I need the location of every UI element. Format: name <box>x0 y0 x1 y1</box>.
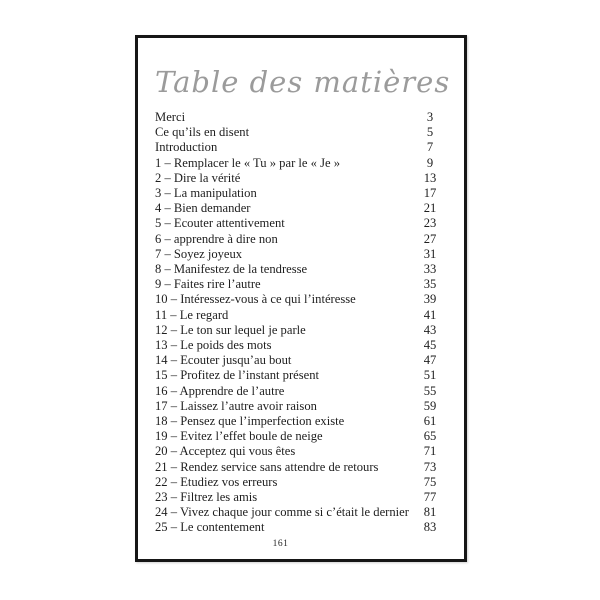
toc-entry <box>155 186 450 201</box>
toc-entry-label: 13 – Le poids des mots <box>155 338 272 353</box>
toc-entry-page-number: 65 <box>423 429 437 444</box>
toc-entry-page-number: 21 <box>423 201 437 216</box>
toc-entry-label: Ce qu’ils en disent <box>155 125 250 140</box>
toc-entry-label: 17 – Laissez l’autre avoir raison <box>155 398 317 413</box>
toc-entry-label: 12 – Le ton sur lequel je parle <box>155 322 306 337</box>
toc-entry-page-number: 35 <box>423 277 437 292</box>
toc-entry <box>155 140 450 155</box>
toc-entry <box>155 262 450 277</box>
toc-entry-page-number: 77 <box>423 490 437 505</box>
toc-entry-label: 9 – Faites rire l’autre <box>155 277 261 292</box>
toc-entry-page-number: 43 <box>423 322 437 337</box>
toc-entry <box>155 110 450 125</box>
toc-entry-page-number: 71 <box>423 444 437 459</box>
toc-entry-label: 15 – Profitez de l’instant présent <box>155 368 320 383</box>
toc-entry <box>155 201 450 216</box>
toc-entry <box>155 323 450 338</box>
toc-entry-label: 25 – Le contentement <box>155 520 265 535</box>
toc-entry-page-number: 47 <box>423 353 437 368</box>
toc-entry <box>155 475 450 490</box>
toc-entry <box>155 216 450 231</box>
toc-entry-page-number: 7 <box>426 140 434 155</box>
toc-entry-label: 23 – Filtrez les amis <box>155 490 258 505</box>
toc-entry-label: 18 – Pensez que l’imperfection existe <box>155 414 345 429</box>
toc-entry <box>155 368 450 383</box>
toc-entry <box>155 444 450 459</box>
toc-entry-page-number: 55 <box>423 383 437 398</box>
toc-entry-page-number: 3 <box>426 110 434 124</box>
toc-entry-page-number: 51 <box>423 368 437 383</box>
toc-entry <box>155 460 450 475</box>
book-page <box>135 35 467 562</box>
toc-entry-page-number: 5 <box>426 125 434 140</box>
toc-entry-page-number: 33 <box>423 262 437 277</box>
toc-entry-page-number: 61 <box>423 414 437 429</box>
toc-entry-label: 7 – Soyez joyeux <box>155 246 243 261</box>
toc-entry-page-number: 41 <box>423 307 437 322</box>
page-content <box>138 38 464 559</box>
toc-entry-label: 20 – Acceptez qui vous êtes <box>155 444 296 459</box>
toc-list <box>155 110 450 536</box>
toc-entry <box>155 490 450 505</box>
toc-entry <box>155 429 450 444</box>
toc-entry-page-number: 73 <box>423 459 437 474</box>
toc-entry-page-number: 75 <box>423 474 437 489</box>
toc-entry-page-number: 23 <box>423 216 437 231</box>
toc-entry <box>155 520 450 535</box>
toc-entry <box>155 353 450 368</box>
toc-entry-page-number: 59 <box>423 398 437 413</box>
toc-entry-label: Introduction <box>155 140 218 155</box>
toc-entry-label: 6 – apprendre à dire non <box>155 231 278 246</box>
toc-entry-label: 11 – Le regard <box>155 307 229 322</box>
toc-entry-label: Merci <box>155 110 186 124</box>
toc-entry-page-number: 17 <box>423 186 437 201</box>
toc-entry-page-number: 31 <box>423 246 437 261</box>
toc-entry <box>155 247 450 262</box>
toc-entry-page-number: 81 <box>423 505 437 520</box>
toc-entry-label: 19 – Evitez l’effet boule de neige <box>155 429 323 444</box>
toc-entry <box>155 505 450 520</box>
toc-entry <box>155 384 450 399</box>
toc-entry-label: 16 – Apprendre de l’autre <box>155 383 285 398</box>
toc-entry-page-number: 45 <box>423 338 437 353</box>
toc-entry-page-number: 9 <box>426 155 434 170</box>
toc-entry <box>155 399 450 414</box>
toc-entry-page-number: 13 <box>423 170 437 185</box>
toc-entry-label: 4 – Bien demander <box>155 201 251 216</box>
toc-entry-label: 5 – Ecouter attentivement <box>155 216 285 231</box>
toc-entry <box>155 125 450 140</box>
toc-entry-label: 21 – Rendez service sans attendre de retours <box>155 459 379 474</box>
toc-entry-label: 24 – Vivez chaque jour comme si c’était le dernier <box>155 505 409 520</box>
page-number-footer: 161 <box>272 538 289 549</box>
toc-entry-label: 10 – Intéressez-vous à ce qui l’intéresse <box>155 292 356 307</box>
toc-entry <box>155 292 450 307</box>
toc-entry-label: 3 – La manipulation <box>155 186 257 201</box>
toc-entry-label: 22 – Etudiez vos erreurs <box>155 474 278 489</box>
page-title: Table des matières <box>155 65 451 99</box>
toc-entry-page-number: 83 <box>423 520 437 535</box>
toc-entry <box>155 414 450 429</box>
toc-entry-page-number: 39 <box>423 292 437 307</box>
toc-entry-page-number: 27 <box>423 231 437 246</box>
toc-entry <box>155 277 450 292</box>
toc-entry-label: 2 – Dire la vérité <box>155 170 241 185</box>
toc-entry <box>155 232 450 247</box>
toc-entry <box>155 308 450 323</box>
toc-entry <box>155 156 450 171</box>
toc-entry <box>155 338 450 353</box>
toc-entry-label: 14 – Ecouter jusqu’au bout <box>155 353 292 368</box>
toc-entry-label: 1 – Remplacer le « Tu » par le « Je » <box>155 155 341 170</box>
toc-entry <box>155 171 450 186</box>
toc-entry-label: 8 – Manifestez de la tendresse <box>155 262 308 277</box>
